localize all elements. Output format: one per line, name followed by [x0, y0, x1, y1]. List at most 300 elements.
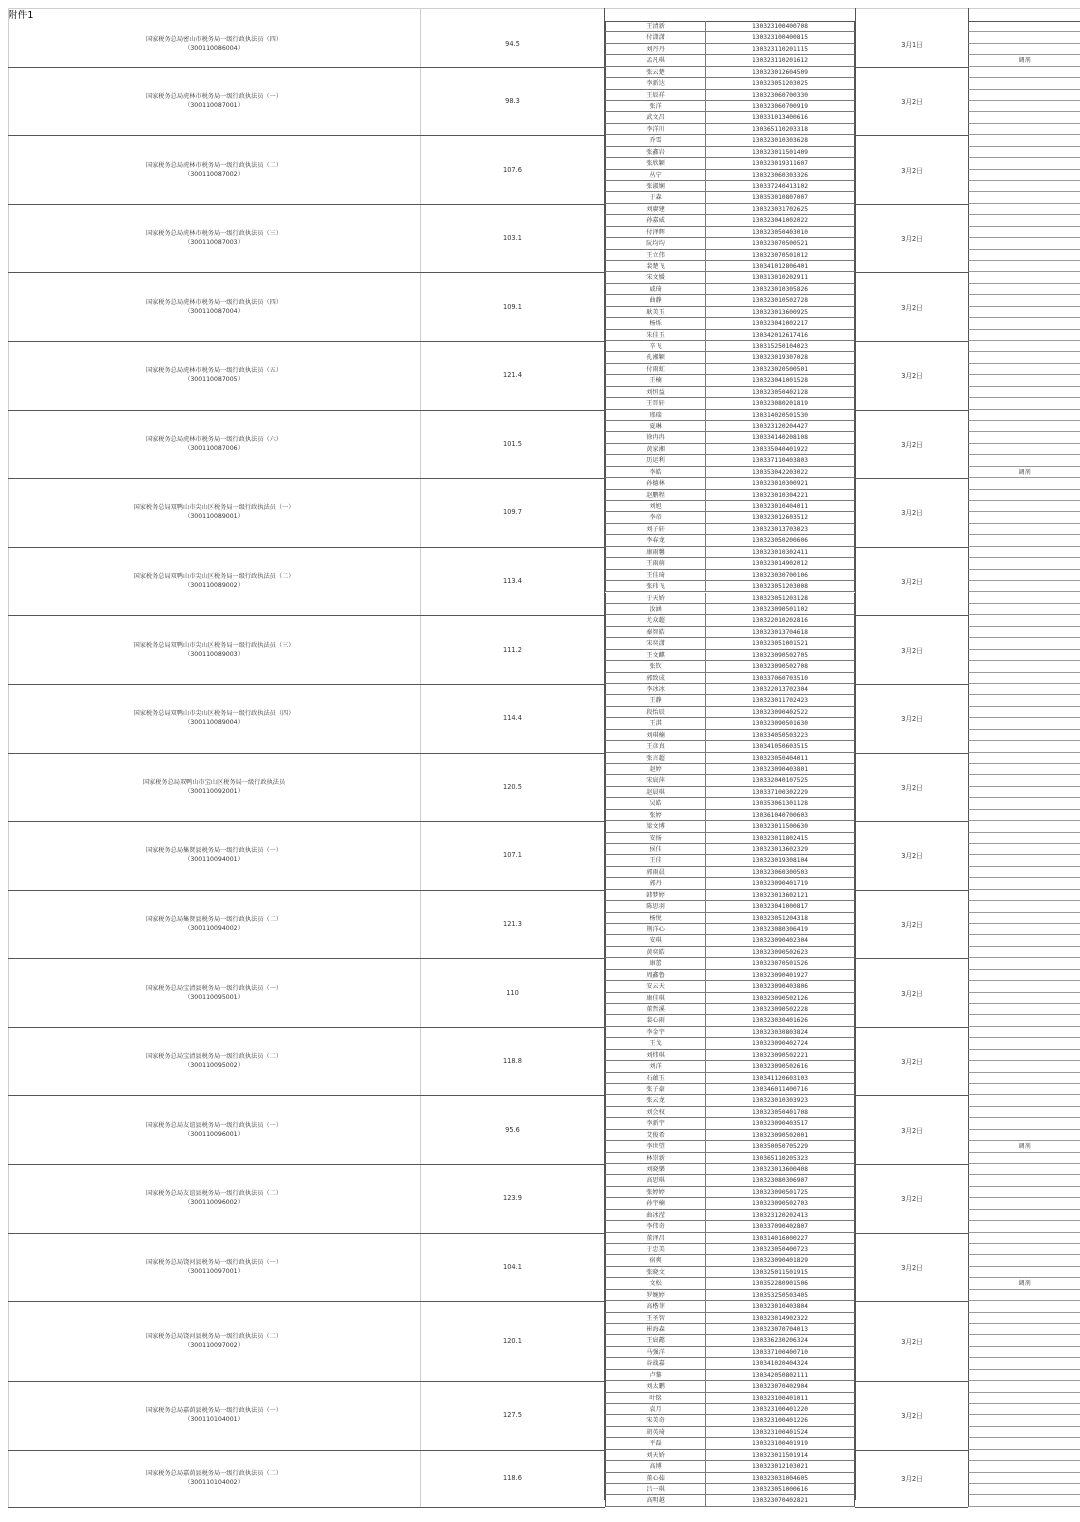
exam-ticket-number: 130323011500630 — [706, 821, 855, 832]
exam-ticket-number: 130342012617416 — [706, 330, 855, 341]
remark-cell — [968, 787, 1080, 798]
candidate-name: 孙嘉威 — [605, 215, 706, 226]
remark-cell — [968, 124, 1080, 135]
candidate-name: 宋宸萍 — [605, 775, 706, 786]
position-unit-cell — [8, 21, 420, 67]
position-unit-cell — [8, 615, 420, 684]
candidate-name: 朱佳玉 — [605, 330, 706, 341]
remark-cell — [968, 615, 1080, 626]
exam-ticket-number: 130314020501530 — [706, 410, 855, 421]
candidate-name: 安扬 — [605, 833, 706, 844]
exam-ticket-number: 130334140208108 — [706, 432, 855, 443]
table-row — [605, 787, 1080, 798]
candidate-name: 张鑫岩 — [605, 147, 706, 158]
remark-cell — [968, 855, 1080, 866]
exam-ticket-number: 130323050401708 — [706, 1107, 855, 1118]
exam-ticket-number: 130325011501915 — [706, 1267, 855, 1278]
remark-cell — [968, 1404, 1080, 1415]
interview-date: 3月2日 — [901, 852, 923, 861]
table-row — [605, 1393, 1080, 1404]
candidate-name: 宋美奇 — [605, 1415, 706, 1426]
remark-cell — [968, 192, 1080, 203]
candidate-name: 邢瑞 — [605, 410, 706, 421]
candidate-name: 王佳琦 — [605, 570, 706, 581]
cutoff-score: 103.1 — [503, 234, 522, 243]
interview-date: 3月2日 — [901, 440, 923, 449]
table-row — [605, 547, 1080, 558]
position-unit-cell — [8, 821, 420, 890]
position-code: （300110097002） — [184, 1342, 244, 1350]
remark-cell — [968, 661, 1080, 672]
table-row — [605, 924, 1080, 935]
remark-cell — [968, 90, 1080, 101]
candidate-name: 郭丹 — [605, 878, 706, 889]
remark-cell — [968, 1130, 1080, 1141]
exam-ticket-number: 130323010305826 — [706, 284, 855, 295]
candidate-name: 张淑娴 — [605, 181, 706, 192]
candidate-name: 赵晨琪 — [605, 787, 706, 798]
position-unit-cell — [8, 67, 420, 136]
candidate-name: 张子豪 — [605, 1084, 706, 1095]
exam-ticket-number: 130323080306907 — [706, 1175, 855, 1186]
exam-ticket-number: 130323060303326 — [706, 170, 855, 181]
exam-ticket-number: 130323100401524 — [706, 1427, 855, 1438]
remark-cell — [968, 1347, 1080, 1358]
table-row — [605, 1175, 1080, 1186]
interview-date: 3月2日 — [901, 166, 923, 175]
table-row — [605, 878, 1080, 889]
table-row — [605, 1221, 1080, 1232]
remark-cell — [968, 913, 1080, 924]
exam-ticket-number: 130323013703023 — [706, 524, 855, 535]
remark-cell — [968, 1050, 1080, 1061]
remark-cell — [968, 764, 1080, 775]
remark-cell — [968, 170, 1080, 181]
remark-cell — [968, 387, 1080, 398]
remark-cell — [968, 32, 1080, 43]
table-row — [605, 855, 1080, 866]
candidate-name: 付泽辉 — [605, 227, 706, 238]
remark-cell — [968, 455, 1080, 466]
candidate-name: 王楠 — [605, 375, 706, 386]
table-row — [605, 558, 1080, 569]
exam-ticket-number: 130337110403803 — [706, 455, 855, 466]
candidate-name: 黄奕皓 — [605, 947, 706, 958]
candidate-name: 吴皓 — [605, 798, 706, 809]
remark-cell — [968, 593, 1080, 604]
interview-date: 3月2日 — [901, 1475, 923, 1484]
remark-cell — [968, 798, 1080, 809]
position-unit-cell — [8, 272, 420, 341]
table-row — [605, 1324, 1080, 1335]
remark-cell — [968, 1335, 1080, 1346]
table-row — [605, 32, 1080, 43]
candidate-name: 徐冉冉 — [605, 432, 706, 443]
candidate-name: 李春龙 — [605, 535, 706, 546]
remark-cell — [968, 1107, 1080, 1118]
exam-ticket-number: 130334050503223 — [706, 730, 855, 741]
exam-ticket-number: 130323013602121 — [706, 890, 855, 901]
remark-cell — [968, 958, 1080, 969]
table-row — [605, 1073, 1080, 1084]
interview-date: 3月2日 — [901, 372, 923, 381]
remark-cell — [968, 1438, 1080, 1449]
table-row — [605, 684, 1080, 695]
candidate-name: 孙德林 — [605, 478, 706, 489]
candidate-name: 丛宁 — [605, 170, 706, 181]
remark-cell — [968, 1233, 1080, 1244]
exam-ticket-number: 130341050603515 — [706, 741, 855, 752]
cutoff-score: 123.9 — [503, 1194, 522, 1203]
position-name: 国家税务总局集贤县税务局一级行政执法员（一） — [145, 847, 283, 855]
exam-ticket-number: 130323010403804 — [706, 1301, 855, 1312]
cutoff-score: 94.5 — [505, 39, 520, 48]
remark-cell — [968, 432, 1080, 443]
remark-cell — [968, 695, 1080, 706]
table-row — [605, 970, 1080, 981]
table-row — [605, 318, 1080, 329]
exam-ticket-number: 130323090502705 — [706, 650, 855, 661]
remark-cell — [968, 1370, 1080, 1381]
candidate-name: 张婷婷 — [605, 1187, 706, 1198]
interview-date: 3月2日 — [901, 989, 923, 998]
position-unit-cell — [8, 135, 420, 204]
position-name: 国家税务总局虎林市税务局一级行政执法员（一） — [145, 93, 283, 100]
candidate-name: 辛飞 — [605, 341, 706, 352]
table-row — [605, 1130, 1080, 1141]
candidate-name: 安云天 — [605, 981, 706, 992]
candidate-name: 董泽昌 — [605, 1233, 706, 1244]
table-row — [605, 352, 1080, 363]
table-row — [605, 1244, 1080, 1255]
table-row — [605, 478, 1080, 489]
remark-cell — [968, 330, 1080, 341]
table-row — [605, 261, 1080, 272]
table-row — [605, 650, 1080, 661]
candidate-name: 于森 — [605, 192, 706, 203]
table-row — [605, 1210, 1080, 1221]
table-row — [605, 387, 1080, 398]
remark-cell — [968, 1495, 1080, 1506]
exam-ticket-number: 130323090501725 — [706, 1187, 855, 1198]
position-unit-cell — [8, 890, 420, 959]
exam-ticket-number: 130323013600925 — [706, 307, 855, 318]
candidate-name: 胡英琦 — [605, 1427, 706, 1438]
table-row — [605, 307, 1080, 318]
table-row — [605, 718, 1080, 729]
table-row — [605, 810, 1080, 821]
candidate-name: 安琪 — [605, 935, 706, 946]
candidate-name: 谷战嘉 — [605, 1358, 706, 1369]
table-row — [605, 192, 1080, 203]
remark-cell — [968, 730, 1080, 741]
exam-ticket-number: 130323070501526 — [706, 958, 855, 969]
interview-date: 3月2日 — [901, 1338, 923, 1347]
exam-ticket-number: 130323014902012 — [706, 558, 855, 569]
remark-cell — [968, 1473, 1080, 1484]
table-row — [605, 364, 1080, 375]
exam-ticket-number: 130323050400723 — [706, 1244, 855, 1255]
exam-ticket-number: 130323019311607 — [706, 158, 855, 169]
position-code: （300110092001） — [184, 787, 244, 795]
position-unit-cell — [8, 1095, 420, 1164]
table-row — [605, 1153, 1080, 1164]
table-row — [605, 764, 1080, 775]
interview-date: 3月2日 — [901, 1126, 923, 1135]
table-row — [605, 1301, 1080, 1312]
candidate-name: 王圣智 — [605, 1313, 706, 1324]
candidate-name: 刘晓樂 — [605, 1164, 706, 1175]
cutoff-score: 120.5 — [503, 782, 522, 791]
exam-ticket-number: 130361040700603 — [706, 810, 855, 821]
candidate-name: 黄家湘 — [605, 444, 706, 455]
table-row — [605, 1278, 1080, 1289]
remark-cell — [968, 375, 1080, 386]
table-row — [605, 981, 1080, 992]
table-row — [605, 330, 1080, 341]
position-code: （300110086004） — [184, 44, 244, 52]
exam-ticket-number: 130341120603103 — [706, 1073, 855, 1084]
remark-cell — [968, 627, 1080, 638]
table-row — [605, 55, 1080, 66]
interview-date: 3月2日 — [901, 646, 923, 655]
cutoff-score: 121.4 — [503, 371, 522, 380]
exam-ticket-number: 130323090402724 — [706, 1038, 855, 1049]
remark-cell: 调剂 — [968, 1278, 1080, 1289]
candidate-name: 崔海森 — [605, 1324, 706, 1335]
remark-cell — [968, 215, 1080, 226]
table-row — [605, 1038, 1080, 1049]
position-code: （300110089002） — [184, 582, 244, 590]
cutoff-score: 113.4 — [503, 577, 522, 586]
candidate-name: 曲静 — [605, 295, 706, 306]
exam-ticket-number: 130323019308104 — [706, 855, 855, 866]
table-row — [605, 444, 1080, 455]
position-code: （300110087002） — [184, 170, 244, 178]
remark-cell — [968, 1358, 1080, 1369]
position-unit-cell — [8, 410, 420, 479]
remark-cell — [968, 272, 1080, 283]
exam-ticket-number: 130323051203025 — [706, 78, 855, 89]
remark-cell — [968, 1015, 1080, 1026]
exam-ticket-number: 130323012603512 — [706, 512, 855, 523]
exam-ticket-number: 130313010202911 — [706, 272, 855, 283]
exam-ticket-number: 130323090403517 — [706, 1118, 855, 1129]
candidate-name: 李金宇 — [605, 1027, 706, 1038]
exam-ticket-number: 130323090502708 — [706, 661, 855, 672]
exam-ticket-number: 130323013600408 — [706, 1164, 855, 1175]
remark-cell — [968, 181, 1080, 192]
candidate-name: 袁月 — [605, 1404, 706, 1415]
candidate-name: 荆洋心 — [605, 924, 706, 935]
group-separator — [8, 1507, 605, 1508]
table-row — [605, 421, 1080, 432]
candidate-name: 汝涵 — [605, 604, 706, 615]
cutoff-score: 104.1 — [503, 1262, 522, 1271]
exam-ticket-number: 130323110201612 — [706, 55, 855, 66]
remark-cell — [968, 147, 1080, 158]
remark-cell — [968, 44, 1080, 55]
table-row — [605, 272, 1080, 283]
candidate-name: 董心茹 — [605, 1473, 706, 1484]
exam-ticket-number: 130323080201819 — [706, 398, 855, 409]
cutoff-score: 118.8 — [503, 1057, 522, 1066]
candidate-name: 郭致成 — [605, 673, 706, 684]
candidate-name: 宋奕潇 — [605, 638, 706, 649]
position-name: 国家税务总局饶河县税务局一级行政执法员（二） — [145, 1333, 283, 1341]
exam-ticket-number: 130332040107525 — [706, 775, 855, 786]
table-row — [605, 1233, 1080, 1244]
exam-ticket-number: 130315250104023 — [706, 341, 855, 352]
candidate-name: 郭雨晨 — [605, 867, 706, 878]
table-row — [605, 707, 1080, 718]
table-row — [605, 101, 1080, 112]
position-code: （300110097001） — [184, 1267, 244, 1275]
candidate-name: 张洋 — [605, 101, 706, 112]
remark-cell — [968, 67, 1080, 78]
exam-ticket-number: 130323070704013 — [706, 1324, 855, 1335]
exam-ticket-number: 130323070402821 — [706, 1495, 855, 1506]
exam-ticket-number: 130323013602329 — [706, 844, 855, 855]
candidate-name: 孔湘颖 — [605, 352, 706, 363]
table-row — [605, 284, 1080, 295]
exam-ticket-number: 130323019307028 — [706, 352, 855, 363]
exam-ticket-number: 130322013702304 — [706, 684, 855, 695]
exam-ticket-number: 130323010303628 — [706, 135, 855, 146]
table-row — [605, 124, 1080, 135]
candidate-name: 王辰祥 — [605, 90, 706, 101]
table-row — [605, 1084, 1080, 1095]
table-row — [605, 1027, 1080, 1038]
table-row — [605, 935, 1080, 946]
candidate-name: 王彦真 — [605, 741, 706, 752]
remark-cell — [968, 421, 1080, 432]
cutoff-score: 127.5 — [503, 1411, 522, 1420]
candidate-name: 段怡辰 — [605, 707, 706, 718]
exam-ticket-number: 130323090401829 — [706, 1255, 855, 1266]
remark-cell — [968, 1450, 1080, 1461]
remark-cell — [968, 718, 1080, 729]
candidate-name: 裴楚飞 — [605, 261, 706, 272]
candidate-name: 刘恒益 — [605, 387, 706, 398]
position-code: （300110096001） — [184, 1130, 244, 1138]
exam-ticket-number: 130323100400815 — [706, 32, 855, 43]
position-code: （300110096002） — [184, 1199, 244, 1207]
table-row — [605, 593, 1080, 604]
remark-cell — [968, 318, 1080, 329]
remark-cell — [968, 261, 1080, 272]
exam-ticket-number: 130323051203128 — [706, 593, 855, 604]
exam-ticket-number: 130323090403806 — [706, 981, 855, 992]
exam-ticket-number: 130323090501630 — [706, 718, 855, 729]
candidate-name: 高博 — [605, 1461, 706, 1472]
candidate-name: 杨烁 — [605, 318, 706, 329]
exam-ticket-number: 130323041000817 — [706, 901, 855, 912]
table-row — [605, 638, 1080, 649]
position-name: 国家税务总局双鸭山市尖山区税务局一级行政执法员（一） — [133, 504, 295, 512]
position-code: （300110094001） — [184, 856, 244, 864]
remark-cell — [968, 638, 1080, 649]
exam-ticket-number: 130323010502728 — [706, 295, 855, 306]
exam-ticket-number: 130323090403801 — [706, 764, 855, 775]
table-row — [605, 490, 1080, 501]
remark-cell — [968, 227, 1080, 238]
table-row — [605, 1255, 1080, 1266]
remark-cell — [968, 410, 1080, 421]
candidate-name: 卢黎 — [605, 1370, 706, 1381]
exam-ticket-number: 130323120202413 — [706, 1210, 855, 1221]
position-code: （300110089004） — [184, 719, 244, 727]
remark-cell — [968, 1290, 1080, 1301]
candidate-name: 韩梦婷 — [605, 890, 706, 901]
table-top-border — [8, 8, 1080, 9]
exam-ticket-number: 130323020500501 — [706, 364, 855, 375]
table-row — [605, 844, 1080, 855]
candidate-name: 刘丹丹 — [605, 44, 706, 55]
table-row — [605, 821, 1080, 832]
position-code: （300110089003） — [184, 650, 244, 658]
position-unit-cell — [8, 547, 420, 616]
remark-cell — [968, 101, 1080, 112]
exam-ticket-number: 130323070500521 — [706, 238, 855, 249]
candidate-name: 刘子轩 — [605, 524, 706, 535]
candidate-name: 张欣颖 — [605, 158, 706, 169]
table-row — [605, 1061, 1080, 1072]
position-code: （300110087004） — [184, 307, 244, 315]
candidate-name: 曲冰滢 — [605, 1210, 706, 1221]
candidate-name: 艾俊希 — [605, 1130, 706, 1141]
remark-cell — [968, 1073, 1080, 1084]
remark-cell — [968, 1153, 1080, 1164]
table-row — [605, 250, 1080, 261]
exam-ticket-number: 130323011702423 — [706, 695, 855, 706]
candidate-name: 孟凡琪 — [605, 55, 706, 66]
candidate-name: 刘太鹏 — [605, 1381, 706, 1392]
exam-ticket-number: 130323010302411 — [706, 547, 855, 558]
exam-ticket-number: 130323051001521 — [706, 638, 855, 649]
remark-cell — [968, 1313, 1080, 1324]
table-row — [605, 1335, 1080, 1346]
exam-ticket-number: 130323051204318 — [706, 913, 855, 924]
remark-cell — [968, 1244, 1080, 1255]
table-row — [605, 1438, 1080, 1449]
table-row — [605, 501, 1080, 512]
exam-ticket-number: 130350050705229 — [706, 1141, 855, 1152]
remark-cell — [968, 1027, 1080, 1038]
exam-ticket-number: 130323050402128 — [706, 387, 855, 398]
cutoff-score: 95.6 — [505, 1125, 520, 1134]
exam-ticket-number: 130323060300503 — [706, 867, 855, 878]
remark-cell — [968, 604, 1080, 615]
exam-ticket-number: 130337100400710 — [706, 1347, 855, 1358]
remark-cell — [968, 1427, 1080, 1438]
candidate-name: 文松 — [605, 1278, 706, 1289]
exam-ticket-number: 130323100401919 — [706, 1438, 855, 1449]
remark-cell — [968, 238, 1080, 249]
remark-cell — [968, 1484, 1080, 1495]
candidate-name: 王宸懿 — [605, 1335, 706, 1346]
remark-cell — [968, 524, 1080, 535]
exam-ticket-number: 130335040401922 — [706, 444, 855, 455]
remark-cell — [968, 1004, 1080, 1015]
remark-cell — [968, 1381, 1080, 1392]
interview-date: 3月2日 — [901, 1263, 923, 1272]
exam-ticket-number: 130336230206324 — [706, 1335, 855, 1346]
remark-cell — [968, 1187, 1080, 1198]
candidate-name: 马强洋 — [605, 1347, 706, 1358]
candidate-name: 刘琪楠 — [605, 730, 706, 741]
candidate-name: 高思琪 — [605, 1175, 706, 1186]
